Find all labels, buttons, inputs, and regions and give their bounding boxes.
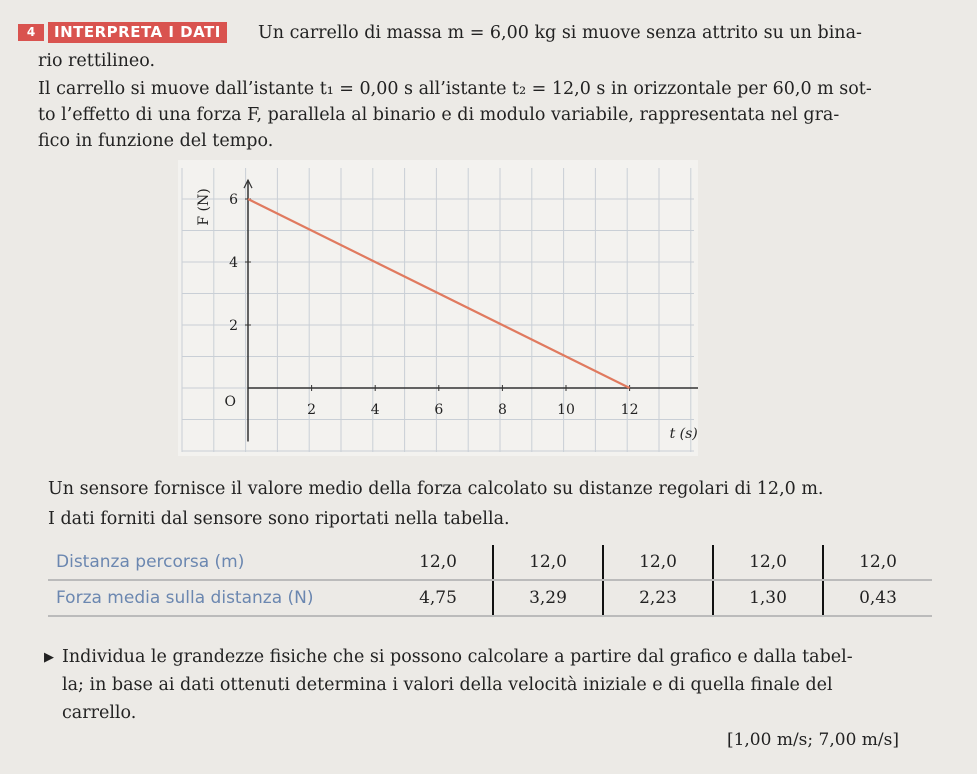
intro-line-3: Il carrello si muove dall’istante t₁ = 0,00 s all’istante t₂ = 12,0 s in orizzontale per 60,0 m sot- (38, 79, 872, 99)
force-time-chart (178, 160, 698, 456)
intro-line-2: rio rettilineo. (38, 51, 156, 71)
x-tick-label: 6 (434, 402, 444, 418)
bullet-arrow-icon: ▶ (44, 650, 54, 665)
distance-cell: 12,0 (823, 545, 932, 580)
x-tick-label: 4 (370, 402, 380, 418)
distance-cell: 12,0 (493, 545, 603, 580)
distance-cell: 12,0 (603, 545, 713, 580)
exercise-badge: INTERPRETA I DATI (48, 22, 227, 43)
force-cell: 4,75 (384, 580, 493, 616)
x-tick-label: 8 (497, 402, 507, 418)
answer-text: [1,00 m/s; 7,00 m/s] (726, 730, 899, 750)
force-cell: 0,43 (823, 580, 932, 616)
x-axis-label: t (s) (669, 426, 698, 442)
table-row-force (48, 580, 932, 616)
force-cell: 1,30 (713, 580, 823, 616)
x-tick-label: 12 (620, 402, 639, 418)
intro-line-4: to l’effetto di una forza F, parallela al binario e di modulo variabile, rappresentata nel gra- (38, 105, 840, 125)
sensor-text-2: I dati forniti dal sensore sono riportati nella tabella. (48, 509, 510, 529)
sensor-text-1: Un sensore fornisce il valore medio della forza calcolato su distanze regolari di 12,0 m. (48, 479, 824, 499)
origin-label: O (224, 394, 236, 410)
exercise-number: 4 (18, 24, 44, 41)
x-tick-label: 10 (557, 402, 575, 418)
table-row-distance (48, 545, 932, 580)
y-axis-label: F (N) (196, 188, 212, 226)
sensor-data-table (48, 545, 932, 617)
distance-cell: 12,0 (384, 545, 493, 580)
row-label-force: Forza media sulla distanza (N) (48, 580, 384, 616)
intro-line-5: fico in funzione del tempo. (38, 131, 274, 151)
question-line-2: la; in base ai dati ottenuti determina i valori della velocità iniziale e di quella finale del (62, 675, 833, 695)
y-tick-label: 4 (229, 255, 238, 271)
row-label-distance: Distanza percorsa (m) (48, 545, 384, 580)
y-tick-label: 6 (229, 192, 238, 208)
question-line-1: Individua le grandezze fisiche che si possono calcolare a partire dal grafico e dalla tabel- (62, 647, 853, 667)
distance-cell: 12,0 (713, 545, 823, 580)
intro-line-1: Un carrello di massa m = 6,00 kg si muove senza attrito su un bina- (258, 23, 862, 43)
y-tick-label: 2 (229, 318, 238, 334)
force-cell: 3,29 (493, 580, 603, 616)
question-line-3: carrello. (62, 703, 137, 723)
x-tick-label: 2 (307, 402, 317, 418)
force-cell: 2,23 (603, 580, 713, 616)
